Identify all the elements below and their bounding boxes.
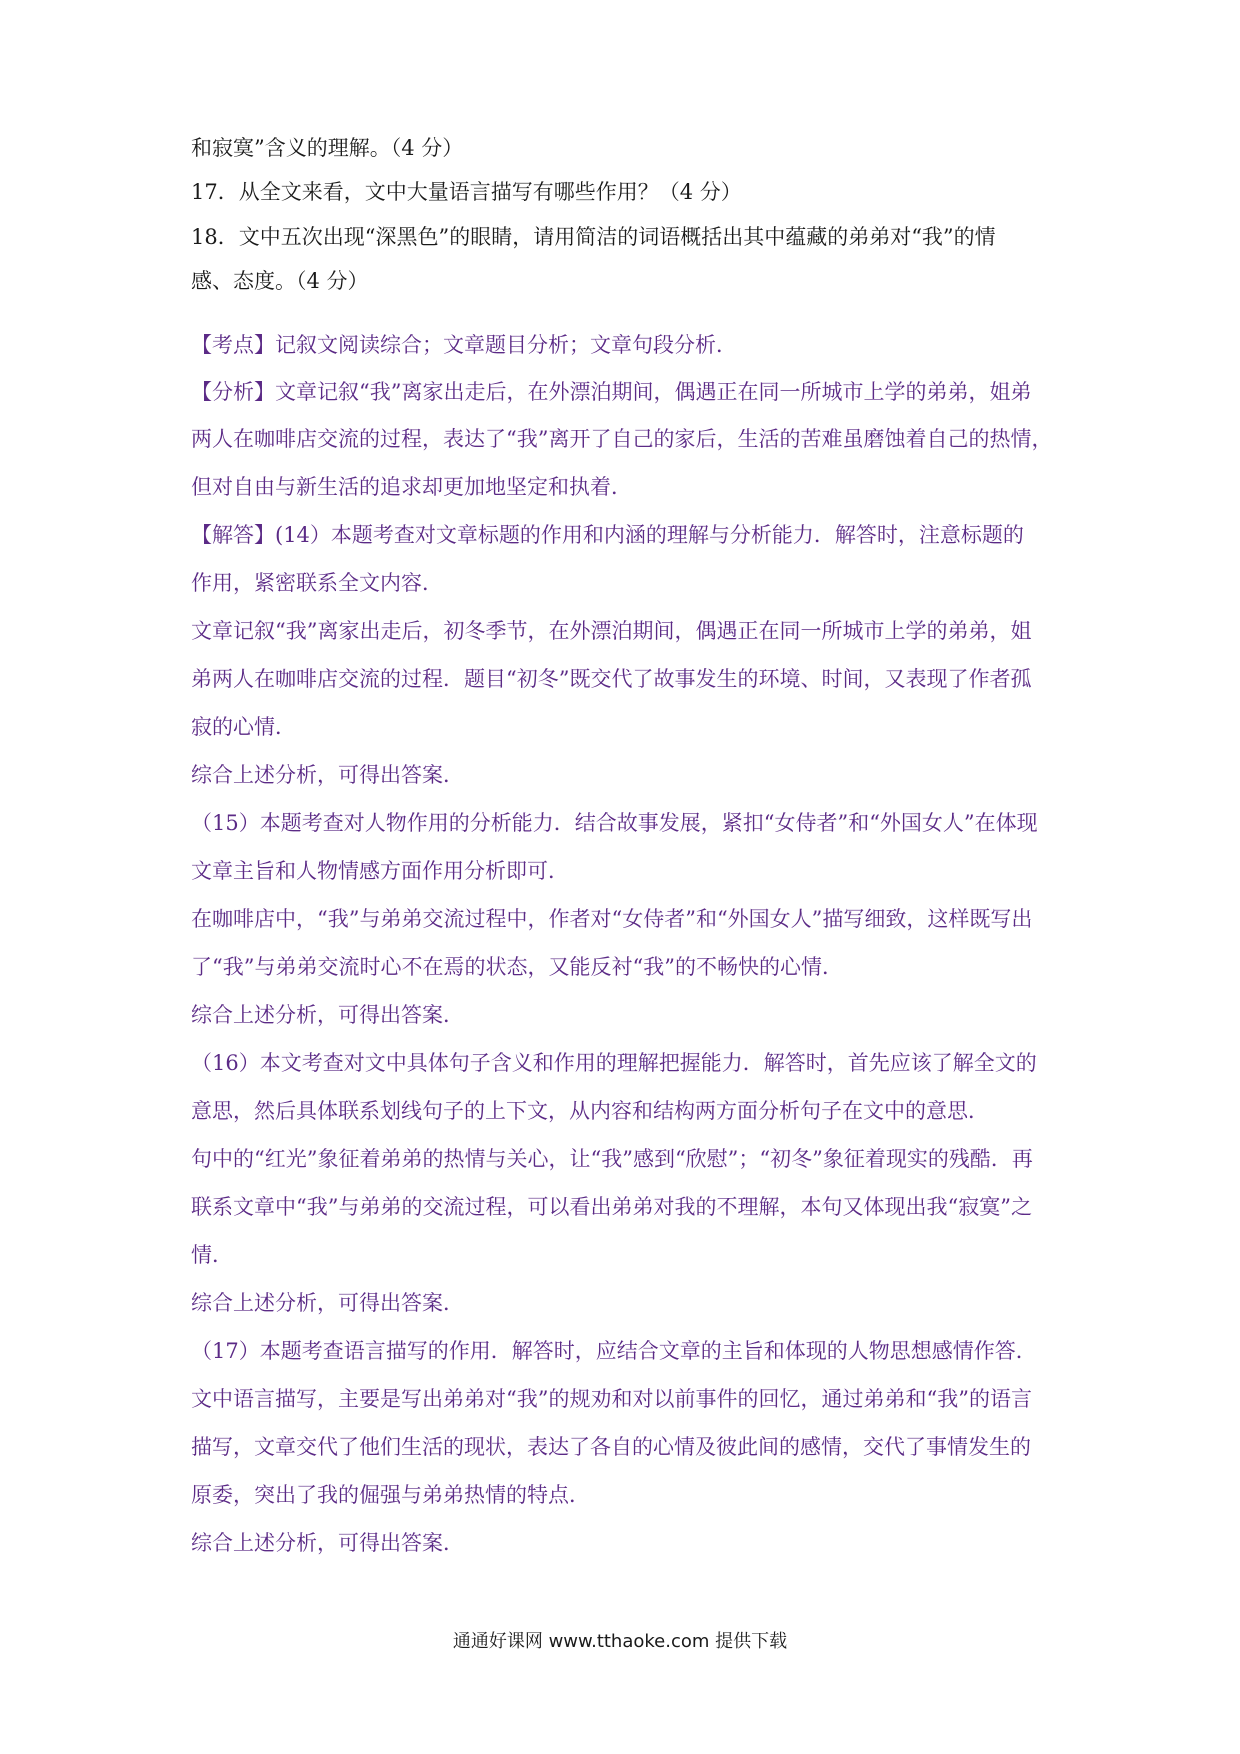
jieda-14-line-4: 弟两人在咖啡店交流的过程．题目“初冬”既交代了故事发生的环境、时间，又表现了作者孤	[191, 667, 1032, 691]
jieda-17-line-1: （17）本题考查语言描写的作用．解答时，应结合文章的主旨和体现的人物思想感情作答．	[191, 1339, 1037, 1363]
question-17: 17．从全文来看，文中大量语言描写有哪些作用？（4 分）	[191, 180, 742, 204]
jieda-16-line-4: 联系文章中“我”与弟弟的交流过程，可以看出弟弟对我的不理解，本句又体现出我“寂寞”之	[191, 1195, 1032, 1219]
jieda-15-line-3: 在咖啡店中，“我”与弟弟交流过程中，作者对“女侍者”和“外国女人”描写细致，这样既写出	[191, 907, 1033, 931]
fenxi-line-3: 但对自由与新生活的追求却更加地坚定和执着．	[191, 475, 632, 499]
fenxi-line-2: 两人在咖啡店交流的过程，表达了“我”离开了自己的家后，生活的苦难虽磨蚀着自己的热情，	[191, 427, 1053, 451]
page-footer: 通通好课网 www.tthaoke.com 提供下载	[452, 1631, 788, 1652]
question-18-line-2: 感、态度。（4 分）	[191, 269, 369, 293]
jieda-16-line-1: （16）本文考查对文中具体句子含义和作用的理解把握能力．解答时，首先应该了解全文的	[191, 1051, 1037, 1075]
jieda-17-line-5: 综合上述分析，可得出答案．	[191, 1531, 464, 1555]
jieda-17-line-3: 描写，文章交代了他们生活的现状，表达了各自的心情及彼此间的感情，交代了事情发生的	[191, 1435, 1031, 1459]
jieda-17-line-2: 文中语言描写，主要是写出弟弟对“我”的规劝和对以前事件的回忆，通过弟弟和“我”的语言	[191, 1387, 1032, 1411]
fenxi-line-1: 【分析】文章记叙“我”离家出走后，在外漂泊期间，偶遇正在同一所城市上学的弟弟，姐弟	[191, 380, 1032, 404]
jieda-15-line-5: 综合上述分析，可得出答案．	[191, 1003, 464, 1027]
jieda-16-line-5: 情．	[191, 1243, 233, 1267]
jieda-14-line-3: 文章记叙“我”离家出走后，初冬季节，在外漂泊期间，偶遇正在同一所城市上学的弟弟，姐	[191, 619, 1032, 643]
jieda-14-line-5: 寂的心情．	[191, 715, 296, 739]
kaodian-line: 【考点】记叙文阅读综合；文章题目分析；文章句段分析．	[191, 333, 737, 357]
jieda-17-line-4: 原委，突出了我的倔强与弟弟热情的特点．	[191, 1483, 590, 1507]
jieda-15-line-1: （15）本题考查对人物作用的分析能力．结合故事发展，紧扣“女侍者”和“外国女人”在体现	[191, 811, 1038, 835]
question-18-line-1: 18．文中五次出现“深黑色”的眼睛，请用简洁的词语概括出其中蕴藏的弟弟对“我”的情	[191, 225, 996, 249]
jieda-14-line-2: 作用，紧密联系全文内容．	[191, 571, 443, 595]
jieda-14-line-6: 综合上述分析，可得出答案．	[191, 763, 464, 787]
jieda-14-line-1: 【解答】(14）本题考查对文章标题的作用和内涵的理解与分析能力．解答时，注意标题的	[191, 523, 1024, 547]
jieda-16-line-2: 意思，然后具体联系划线句子的上下文，从内容和结构两方面分析句子在文中的意思．	[191, 1099, 989, 1123]
jieda-15-line-2: 文章主旨和人物情感方面作用分析即可．	[191, 859, 569, 883]
question-16-tail: 和寂寞”含义的理解。（4 分）	[191, 136, 464, 160]
jieda-16-line-6: 综合上述分析，可得出答案．	[191, 1291, 464, 1315]
jieda-16-line-3: 句中的“红光”象征着弟弟的热情与关心，让“我”感到“欣慰”；“初冬”象征着现实的残酷．再	[191, 1147, 1033, 1171]
jieda-15-line-4: 了“我”与弟弟交流时心不在焉的状态，又能反衬“我”的不畅快的心情．	[191, 955, 843, 979]
